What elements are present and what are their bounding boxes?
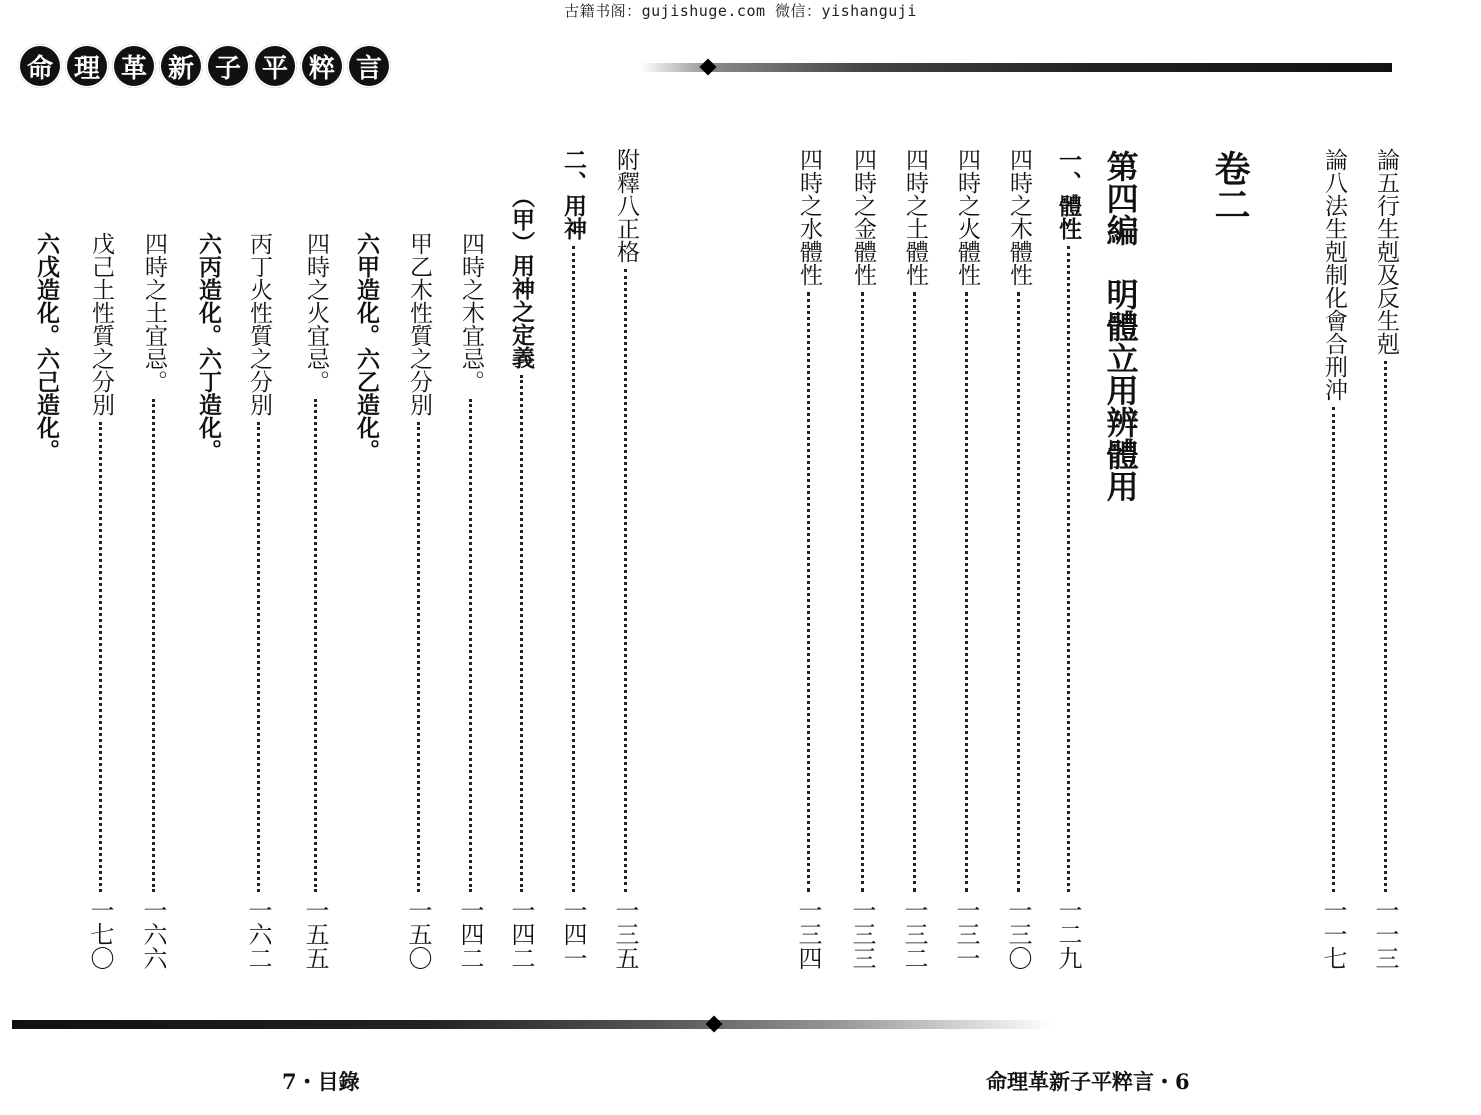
toc-entry-title: 論八法生剋制化會合刑沖: [1321, 148, 1347, 401]
toc-entry[interactable]: [948, 148, 988, 978]
logo-char: 理: [65, 44, 109, 88]
toc-entry-title: 四時之水體性: [796, 148, 822, 286]
toc-page-number: 一三一: [952, 898, 980, 970]
leader-dots: [624, 269, 627, 892]
toc-entry-title: 二、用神: [560, 148, 587, 240]
header-rule: [640, 63, 1392, 72]
toc-entry[interactable]: [1367, 148, 1407, 978]
toc-entry-title: 四時之土宜忌。: [141, 232, 167, 393]
toc-entry-title: 四時之木宜忌。: [458, 232, 484, 393]
toc-entry[interactable]: [348, 232, 388, 1062]
leader-dots: [861, 292, 864, 892]
leader-dots: [572, 246, 575, 892]
toc-entry-title: 四時之金體性: [850, 148, 876, 286]
book-title-logo: [18, 44, 394, 94]
toc-entry[interactable]: [1050, 148, 1090, 978]
toc-page-number: 一三三: [848, 898, 876, 970]
toc-entry[interactable]: [400, 232, 440, 1062]
leader-dots: [1017, 292, 1020, 892]
toc-entry-title: （甲）用神之定義: [508, 185, 535, 369]
toc-entry[interactable]: [190, 232, 230, 1062]
rule-diamond-icon: [706, 1016, 723, 1033]
leader-dots: [965, 292, 968, 892]
toc-page-number: 一五〇: [404, 898, 432, 970]
footer-left: 7・目錄: [282, 1069, 360, 1094]
toc-page-number: 一六二: [244, 898, 272, 970]
toc-page-number: 一七〇: [86, 898, 114, 970]
toc-entry-title: 戊己土性質之分別: [88, 232, 114, 416]
leader-dots: [1384, 361, 1387, 892]
leader-dots: [417, 422, 420, 892]
toc-entry[interactable]: [135, 232, 175, 1062]
toc-entry[interactable]: [240, 232, 280, 1062]
toc-entry-title: 六甲造化。六乙造化。: [353, 232, 380, 462]
part-title: 第四編 明體立用辨體用: [1101, 150, 1140, 502]
leader-dots: [152, 399, 155, 892]
toc-entry-title: 一、體性: [1055, 148, 1082, 240]
toc-entry[interactable]: [790, 148, 830, 978]
toc-page-number: 一二九: [1054, 898, 1082, 970]
volume-title: 卷二: [1209, 150, 1251, 222]
toc-page-number: 一四二: [456, 898, 484, 970]
toc-entry-title: 六丙造化。六丁造化。: [195, 232, 222, 462]
logo-char: 子: [206, 44, 250, 88]
rule-diamond-icon: [700, 59, 717, 76]
toc-page-number: 一四一: [559, 898, 587, 970]
toc-entry-title: 甲乙木性質之分別: [406, 232, 432, 416]
toc-entry[interactable]: [1000, 148, 1040, 978]
toc-page-number: 一六六: [139, 898, 167, 970]
leader-dots: [520, 375, 523, 892]
toc-entry-title: 丙丁火性質之分別: [246, 232, 272, 416]
toc-entry[interactable]: [452, 232, 492, 1062]
toc-page-number: 一一三: [1371, 898, 1399, 970]
toc-entry[interactable]: [844, 148, 884, 978]
toc-entry-title: 四時之火宜忌。: [303, 232, 329, 393]
toc-page-number: 一四二: [507, 898, 535, 970]
logo-char: 平: [253, 44, 297, 88]
toc-entry-title: 四時之土體性: [902, 148, 928, 286]
toc-page-number: 一三五: [611, 898, 639, 970]
leader-dots: [1332, 407, 1335, 892]
toc-entry[interactable]: [555, 148, 595, 978]
logo-char: 言: [347, 44, 391, 88]
toc-entry-title: 六戊造化。六己造化。: [33, 232, 60, 462]
toc-entry-title: 論五行生剋及反生剋: [1373, 148, 1399, 355]
logo-char: 命: [18, 44, 62, 88]
leader-dots: [913, 292, 916, 892]
toc-entry[interactable]: [896, 148, 936, 978]
toc-entry-title: 四時之木體性: [1006, 148, 1032, 286]
footer-right: 命理革新子平粹言・6: [986, 1069, 1190, 1094]
leader-dots: [314, 399, 317, 892]
toc-page-number: 一五五: [301, 898, 329, 970]
toc-entry-title: 附釋八正格: [613, 148, 639, 263]
toc-page-number: 一三二: [900, 898, 928, 970]
toc-entry[interactable]: [297, 232, 337, 1062]
logo-char: 革: [112, 44, 156, 88]
toc-page-number: 一三〇: [1004, 898, 1032, 970]
toc-entry[interactable]: [1315, 148, 1355, 978]
toc-entry[interactable]: [607, 148, 647, 978]
leader-dots: [99, 422, 102, 892]
toc-entry[interactable]: [28, 232, 68, 1062]
toc-entry[interactable]: [82, 232, 122, 1062]
logo-char: 粹: [300, 44, 344, 88]
leader-dots: [257, 422, 260, 892]
leader-dots: [807, 292, 810, 892]
toc-entry[interactable]: [503, 185, 543, 1015]
toc-entry-title: 四時之火體性: [954, 148, 980, 286]
leader-dots: [1067, 246, 1070, 892]
toc-page-number: 一三四: [794, 898, 822, 970]
watermark-text: 古籍书阁：gujishuge.com 微信：yishanguji: [564, 2, 917, 20]
leader-dots: [469, 399, 472, 892]
logo-char: 新: [159, 44, 203, 88]
toc-page-number: 一一七: [1319, 898, 1347, 970]
